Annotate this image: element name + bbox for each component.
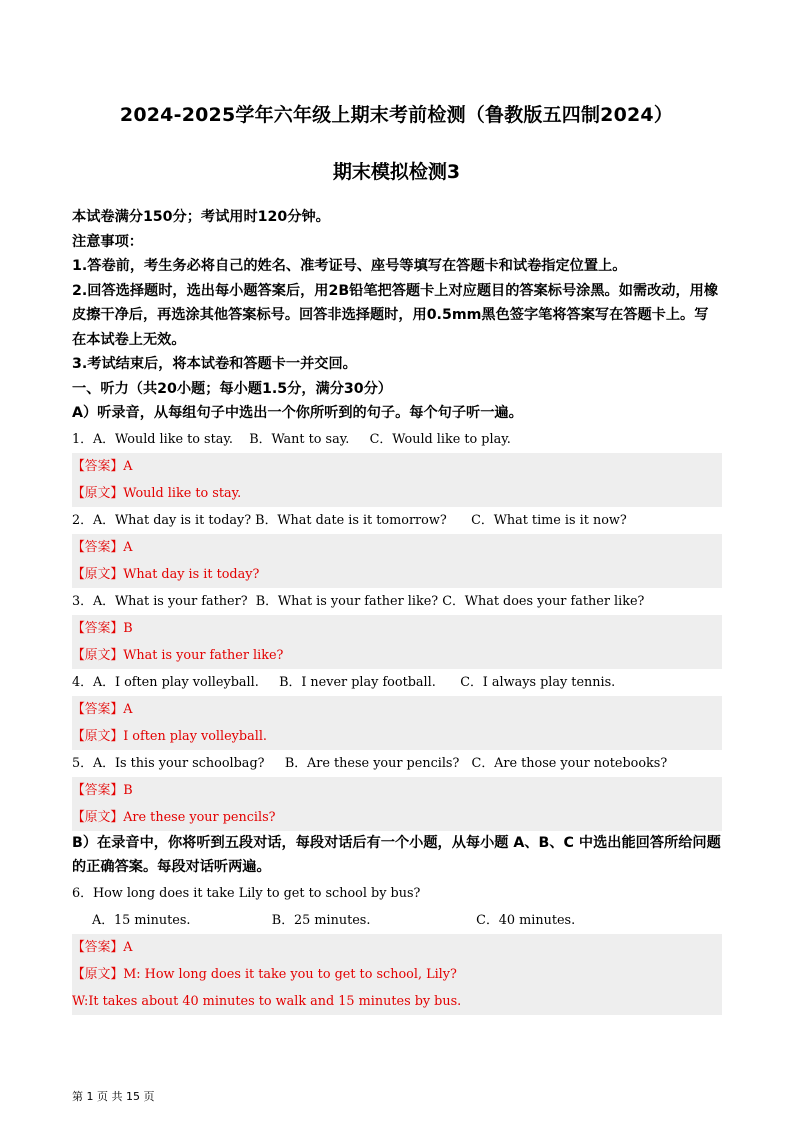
question-4: 4．A．I often play volleyball. B．I never play football. C．I always play tennis. (72, 674, 616, 690)
transcript-row (72, 804, 722, 831)
question-3: 3．A．What is your father? B．What is your father like? C．What does your father like? (72, 593, 645, 609)
transcript-tag: 【原文】 (72, 966, 124, 982)
note-2: 2.回答选择题时，选出每小题答案后，用2B铅笔把答题卡上对应题目的答案标号涂黑。如需改动，用橡皮擦干净后，再选涂其他答案标号。回答非选择题时，用0.5mm黑色签字笔将答案写在答题卡上。写在本试卷上无效。 (72, 282, 719, 348)
transcript-row (72, 480, 722, 507)
note-1: 1.答卷前，考生务必将自己的姓名、准考证号、座号等填写在答题卡和试卷指定位置上。 (72, 258, 627, 274)
document-subtitle: 期末模拟检测3 (332, 161, 461, 183)
answer-tag: 【答案】 (72, 939, 124, 955)
answer-row (72, 534, 722, 561)
answer-row (72, 934, 722, 961)
answer-value: B (123, 620, 133, 636)
answer-tag: 【答案】 (72, 539, 124, 555)
answer-value: A (123, 458, 133, 474)
transcript-text: I often play volleyball. (123, 728, 267, 744)
page-number: 第 1 页 共 15 页 (72, 1090, 155, 1103)
exam-content (72, 205, 722, 1015)
notes-heading: 注意事项： (72, 233, 143, 250)
document-title: 2024-2025学年六年级上期末考前检测（鲁教版五四制2024） (119, 104, 674, 126)
question-2: 2．A．What day is it today? B．What date is it tomorrow? C．What time is it now? (72, 512, 627, 528)
answer-tag: 【答案】 (72, 782, 124, 798)
transcript-text-2: W:It takes about 40 minutes to walk and 15 minutes by bus. (72, 993, 462, 1009)
part-b-instructions: B）在录音中，你将听到五段对话，每段对话后有一个小题，从每小题 A、B、C 中选出能回答所给问题的正确答案。每段对话听两遍。 (72, 834, 721, 875)
answer-tag: 【答案】 (72, 620, 124, 636)
question-6-options: A．15 minutes. B．25 minutes. C．40 minutes. (92, 912, 576, 928)
answer-row (72, 615, 722, 642)
question-5: 5．A．Is this your schoolbag? B．Are these your pencils? C．Are those your notebooks? (72, 755, 668, 771)
transcript-row (72, 961, 722, 988)
answer-value: A (123, 701, 133, 717)
question-1: 1．A．Would like to stay. B．Want to say. C．Would like to play. (72, 431, 511, 447)
transcript-tag: 【原文】 (72, 728, 124, 744)
transcript-text: What day is it today? (123, 566, 260, 582)
answer-row (72, 696, 722, 723)
transcript-row (72, 723, 722, 750)
question-6: 6．How long does it take Lily to get to school by bus? (72, 885, 421, 901)
transcript-row (72, 642, 722, 669)
answer-tag: 【答案】 (72, 458, 124, 474)
transcript-row-2 (72, 988, 722, 1015)
answer-row (72, 453, 722, 480)
transcript-tag: 【原文】 (72, 485, 124, 501)
transcript-tag: 【原文】 (72, 566, 124, 582)
note-3: 3.考试结束后，将本试卷和答题卡一并交回。 (72, 356, 357, 372)
answer-value: A (123, 539, 133, 555)
answer-tag: 【答案】 (72, 701, 124, 717)
transcript-text: What is your father like? (123, 647, 284, 663)
exam-info: 本试卷满分150分；考试用时120分钟。 (72, 209, 330, 225)
transcript-tag: 【原文】 (72, 647, 124, 663)
transcript-text: Are these your pencils? (123, 809, 276, 825)
transcript-row (72, 561, 722, 588)
section-heading: 一、听力（共20小题；每小题1.5分，满分30分） (72, 380, 392, 397)
answer-value: A (123, 939, 133, 955)
transcript-text: M: How long does it take you to get to school, Lily? (123, 966, 457, 982)
part-a-instructions: A）听录音，从每组句子中选出一个你所听到的句子。每个句子听一遍。 (72, 405, 523, 421)
answer-row (72, 777, 722, 804)
transcript-tag: 【原文】 (72, 809, 124, 825)
answer-value: B (123, 782, 133, 798)
transcript-text: Would like to stay. (123, 485, 242, 501)
